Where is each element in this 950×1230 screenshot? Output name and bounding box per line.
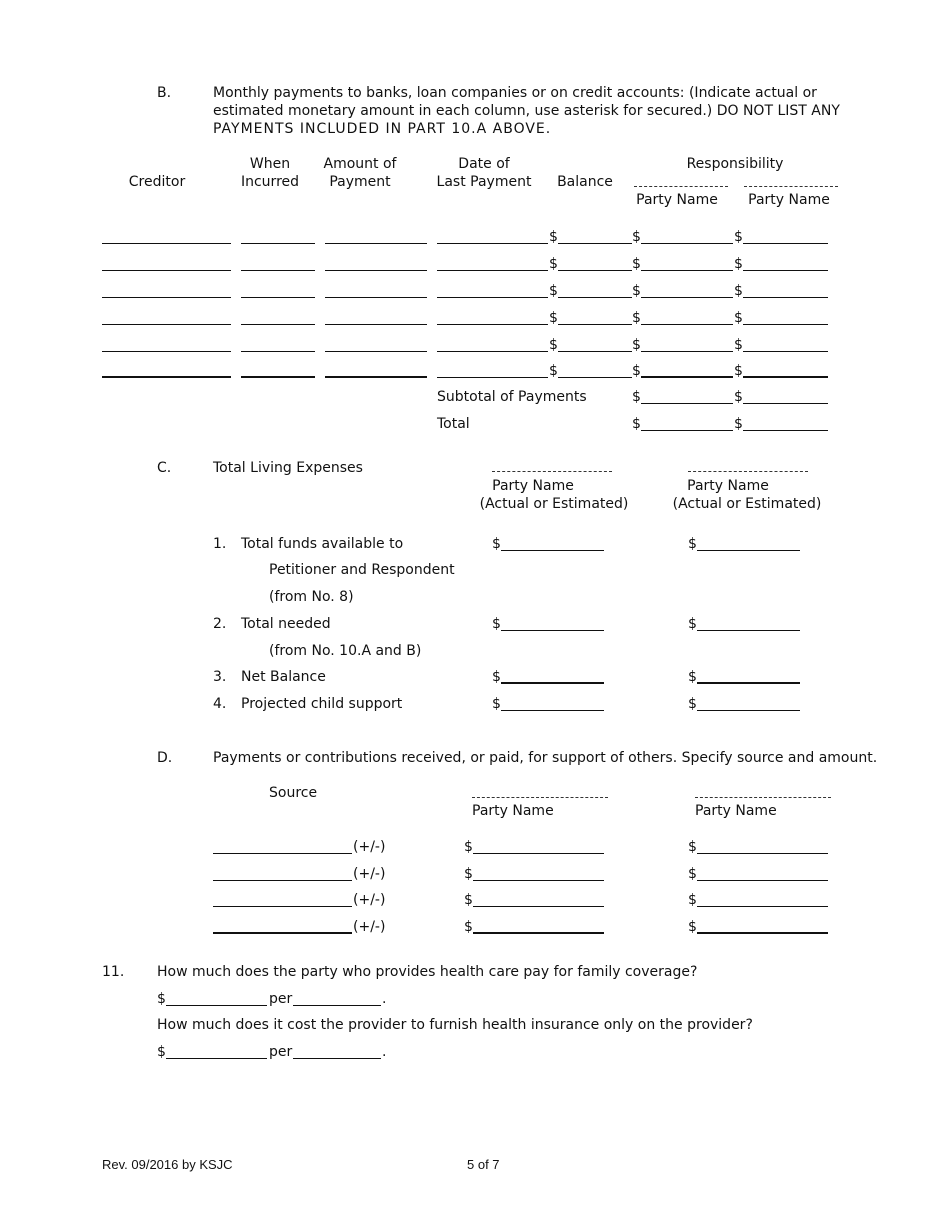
source-party2-field[interactable] <box>697 906 828 907</box>
source-party1-field[interactable] <box>473 932 604 934</box>
subtotal-party2-field[interactable] <box>743 403 828 404</box>
date-field[interactable] <box>437 297 548 298</box>
item-number: 4. <box>213 696 227 712</box>
source-field[interactable] <box>213 853 352 854</box>
date-field[interactable] <box>437 377 548 378</box>
period-mark: . <box>382 1044 387 1060</box>
source-field[interactable] <box>213 932 352 934</box>
amount-field[interactable] <box>325 324 427 325</box>
creditor-field[interactable] <box>102 376 231 378</box>
dollar-sign: $ <box>464 892 473 908</box>
source-party2-field[interactable] <box>697 853 828 854</box>
dollar-sign: $ <box>688 839 697 855</box>
per-label: per <box>269 991 293 1007</box>
party1-name-blank[interactable] <box>634 186 728 187</box>
header-last-payment: Last Payment <box>436 174 532 190</box>
item-number: 1. <box>213 536 227 552</box>
party2-name-blank[interactable] <box>695 797 831 798</box>
when-incurred-field[interactable] <box>241 270 315 271</box>
header-date-of: Date of <box>458 156 510 172</box>
party1-name-blank[interactable] <box>472 797 608 798</box>
amount-field[interactable] <box>325 297 427 298</box>
dollar-sign: $ <box>734 416 743 432</box>
dollar-sign: $ <box>734 389 743 405</box>
period-mark: . <box>382 991 387 1007</box>
section-d-party1: Party Name <box>472 803 554 819</box>
dollar-sign: $ <box>492 669 501 685</box>
dollar-sign: $ <box>549 363 558 379</box>
header-amount-of: Amount of <box>323 156 397 172</box>
dollar-sign: $ <box>734 363 743 379</box>
balance-field[interactable] <box>558 377 632 378</box>
total-label: Total <box>437 416 470 432</box>
section-b-intro-line-2: estimated monetary amount in each column, use asterisk for secured.) DO NOT LIST ANY <box>213 103 840 119</box>
footer-page-number: 5 of 7 <box>467 1157 500 1172</box>
dollar-sign: $ <box>632 416 641 432</box>
subtotal-label: Subtotal of Payments <box>437 389 587 405</box>
funds-available-party1-field[interactable] <box>501 550 604 551</box>
party2-amount-field[interactable] <box>743 324 828 325</box>
section-c-party1: Party Name <box>492 478 574 494</box>
provider-only-amount-field[interactable] <box>166 1058 267 1059</box>
party2-amount-field[interactable] <box>743 270 828 271</box>
header-payment: Payment <box>329 174 391 190</box>
family-coverage-amount-field[interactable] <box>166 1005 267 1006</box>
header-party1: Party Name <box>636 192 718 208</box>
date-field[interactable] <box>437 243 548 244</box>
source-party2-field[interactable] <box>697 880 828 881</box>
party1-amount-field[interactable] <box>641 243 733 244</box>
party2-name-blank[interactable] <box>744 186 838 187</box>
source-party1-field[interactable] <box>473 880 604 881</box>
dollar-sign: $ <box>464 866 473 882</box>
party2-amount-field[interactable] <box>743 297 828 298</box>
header-party2: Party Name <box>748 192 830 208</box>
section-b-intro-line-3: PAYMENTS INCLUDED IN PART 10.A ABOVE. <box>213 121 552 137</box>
dollar-sign: $ <box>688 616 697 632</box>
total-needed-party1-field[interactable] <box>501 630 604 631</box>
question-number: 11. <box>102 964 125 980</box>
subtotal-party1-field[interactable] <box>641 403 733 404</box>
section-c-letter: C. <box>157 460 172 476</box>
balance-field[interactable] <box>558 297 632 298</box>
dollar-sign: $ <box>157 1044 166 1060</box>
section-c-party2-sub: (Actual or Estimated) <box>672 496 822 512</box>
dollar-sign: $ <box>688 696 697 712</box>
per-label: per <box>269 1044 293 1060</box>
balance-field[interactable] <box>558 270 632 271</box>
dollar-sign: $ <box>464 839 473 855</box>
party2-amount-field[interactable] <box>743 351 828 352</box>
header-when: When <box>249 156 291 172</box>
net-balance-party1-field[interactable] <box>501 682 604 684</box>
when-incurred-field[interactable] <box>241 297 315 298</box>
item-label: Total funds available to <box>241 536 404 552</box>
date-field[interactable] <box>437 351 548 352</box>
creditor-field[interactable] <box>102 270 231 271</box>
source-field[interactable] <box>213 906 352 907</box>
header-balance: Balance <box>557 174 613 190</box>
dollar-sign: $ <box>549 310 558 326</box>
family-coverage-period-field[interactable] <box>293 1005 381 1006</box>
date-field[interactable] <box>437 270 548 271</box>
dollar-sign: $ <box>734 310 743 326</box>
footer-revision: Rev. 09/2016 by KSJC <box>102 1157 233 1172</box>
when-incurred-field[interactable] <box>241 243 315 244</box>
dollar-sign: $ <box>157 991 166 1007</box>
plus-minus: (+/-) <box>353 866 386 882</box>
amount-field[interactable] <box>325 270 427 271</box>
section-c-party1-sub: (Actual or Estimated) <box>479 496 629 512</box>
item-label: Net Balance <box>241 669 326 685</box>
amount-field[interactable] <box>325 376 427 378</box>
header-creditor: Creditor <box>128 174 186 190</box>
party1-amount-field[interactable] <box>641 376 733 378</box>
plus-minus: (+/-) <box>353 919 386 935</box>
dollar-sign: $ <box>492 616 501 632</box>
amount-field[interactable] <box>325 351 427 352</box>
section-d-intro: Payments or contributions received, or paid, for support of others. Specify source and amount. <box>213 750 878 766</box>
dollar-sign: $ <box>492 696 501 712</box>
item-label: Projected child support <box>241 696 403 712</box>
when-incurred-field[interactable] <box>241 376 315 378</box>
dollar-sign: $ <box>688 866 697 882</box>
item-label: (from No. 10.A and B) <box>269 643 422 659</box>
plus-minus: (+/-) <box>353 892 386 908</box>
dollar-sign: $ <box>464 919 473 935</box>
question-provider-only: How much does it cost the provider to furnish health insurance only on the provider? <box>157 1017 753 1033</box>
source-party1-field[interactable] <box>473 906 604 907</box>
total-party2-field[interactable] <box>743 430 828 431</box>
dollar-sign: $ <box>688 669 697 685</box>
section-b-letter: B. <box>157 85 172 101</box>
dollar-sign: $ <box>632 389 641 405</box>
dollar-sign: $ <box>632 337 641 353</box>
party1-amount-field[interactable] <box>641 270 733 271</box>
party2-amount-field[interactable] <box>743 243 828 244</box>
section-d-party2: Party Name <box>695 803 777 819</box>
total-needed-party2-field[interactable] <box>697 630 800 631</box>
dollar-sign: $ <box>549 283 558 299</box>
party1-amount-field[interactable] <box>641 297 733 298</box>
source-party2-field[interactable] <box>697 932 828 934</box>
source-party1-field[interactable] <box>473 853 604 854</box>
dollar-sign: $ <box>734 283 743 299</box>
item-label: Total needed <box>241 616 331 632</box>
dollar-sign: $ <box>549 337 558 353</box>
section-d-letter: D. <box>157 750 173 766</box>
section-c-title: Total Living Expenses <box>213 460 363 476</box>
item-number: 3. <box>213 669 227 685</box>
creditor-field[interactable] <box>102 243 231 244</box>
dollar-sign: $ <box>632 283 641 299</box>
item-number: 2. <box>213 616 227 632</box>
source-field[interactable] <box>213 880 352 881</box>
dollar-sign: $ <box>492 536 501 552</box>
balance-field[interactable] <box>558 243 632 244</box>
net-balance-party2-field[interactable] <box>697 682 800 684</box>
party1-amount-field[interactable] <box>641 351 733 352</box>
when-incurred-field[interactable] <box>241 351 315 352</box>
funds-available-party2-field[interactable] <box>697 550 800 551</box>
creditor-field[interactable] <box>102 324 231 325</box>
dollar-sign: $ <box>632 229 641 245</box>
party2-amount-field[interactable] <box>743 376 828 378</box>
creditor-field[interactable] <box>102 351 231 352</box>
total-party1-field[interactable] <box>641 430 733 431</box>
header-incurred: Incurred <box>240 174 300 190</box>
dollar-sign: $ <box>632 310 641 326</box>
dollar-sign: $ <box>734 337 743 353</box>
dollar-sign: $ <box>632 256 641 272</box>
child-support-party1-field[interactable] <box>501 710 604 711</box>
header-responsibility: Responsibility <box>686 156 784 172</box>
section-b-intro-line-1: Monthly payments to banks, loan companies or on credit accounts: (Indicate actual or <box>213 85 817 101</box>
plus-minus: (+/-) <box>353 839 386 855</box>
dollar-sign: $ <box>632 363 641 379</box>
dollar-sign: $ <box>734 229 743 245</box>
balance-field[interactable] <box>558 324 632 325</box>
balance-field[interactable] <box>558 351 632 352</box>
creditor-field[interactable] <box>102 297 231 298</box>
section-c-party2: Party Name <box>687 478 769 494</box>
item-label: Petitioner and Respondent <box>269 562 455 578</box>
date-field[interactable] <box>437 324 548 325</box>
child-support-party2-field[interactable] <box>697 710 800 711</box>
dollar-sign: $ <box>549 229 558 245</box>
item-label: (from No. 8) <box>269 589 354 605</box>
question-family-coverage: How much does the party who provides health care pay for family coverage? <box>157 964 698 980</box>
dollar-sign: $ <box>688 919 697 935</box>
party1-amount-field[interactable] <box>641 324 733 325</box>
party1-name-blank[interactable] <box>492 471 612 472</box>
dollar-sign: $ <box>688 536 697 552</box>
party2-name-blank[interactable] <box>688 471 808 472</box>
amount-field[interactable] <box>325 243 427 244</box>
dollar-sign: $ <box>549 256 558 272</box>
source-label: Source <box>269 785 318 801</box>
dollar-sign: $ <box>734 256 743 272</box>
provider-only-period-field[interactable] <box>293 1058 381 1059</box>
when-incurred-field[interactable] <box>241 324 315 325</box>
dollar-sign: $ <box>688 892 697 908</box>
